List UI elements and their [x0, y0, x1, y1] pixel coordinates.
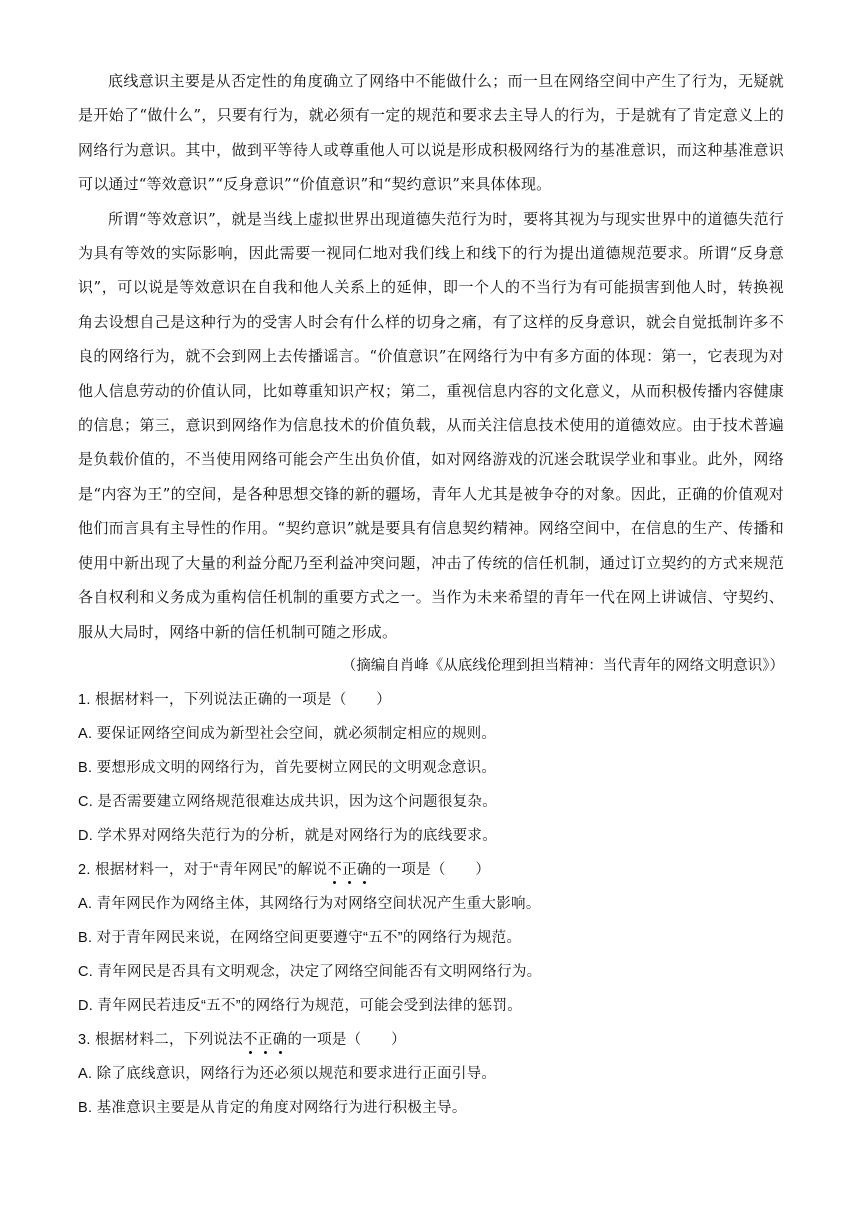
question-3 — [78, 1023, 784, 1125]
emphasis-char: 正 — [342, 861, 357, 878]
emphasized-word — [243, 1032, 287, 1048]
passage-source: （摘编自肖峰《从底线伦理到担当精神：当代青年的网络文明意识》） — [341, 657, 784, 674]
option-c[interactable]: C. 青年网民是否具有文明观念，决定了网络空间能否有文明网络行为。 — [78, 963, 542, 980]
emphasis-char: 不 — [243, 1031, 258, 1048]
stem-text: 的一项是（ ） — [371, 861, 491, 878]
question-1 — [78, 683, 784, 853]
question-stem — [78, 853, 784, 887]
stem-text: 1. 根据材料一，下列说法正确的一项是（ ） — [78, 691, 392, 708]
question-stem — [78, 1023, 784, 1057]
emphasis-char: 正 — [257, 1031, 273, 1048]
question-stem — [78, 683, 784, 717]
option-b[interactable]: B. 要想形成文明的网络行为，首先要树立网民的文明观念意识。 — [78, 759, 497, 776]
emphasis-char: 确 — [356, 861, 372, 878]
question-list — [78, 683, 784, 1125]
option-b[interactable]: B. 对于青年网民来说，在网络空间更要遵守“五不”的网络行为规范。 — [78, 929, 522, 946]
stem-text: 3. 根据材料二，下列说法 — [78, 1031, 244, 1048]
stem-text: 2. 根据材料一，对于“青年网民”的解说 — [78, 861, 328, 878]
passage-paragraph-2: 所谓“等效意识”，就是当线上虚拟世界出现道德失范行为时，要将其视为与现实世界中的道德失范行为具有等效的实际影响，因此需要一视同仁地对我们线上和线下的行为提出道德规范要求。所谓“反身意识”，可以说是等效意识在自我和他人关系上的延伸，即一个人的不当行为有可能损害到他人时，转换视角去设想自己是这种行为的受害人时会有什么样的切身之痛，有了这样的反身意识，就会自觉抵制许多不良的网络行为，就不会到网上去传播谣言。“价值意识”在网络行为中有多方面的体现：第一，它表现为对他人信息劳动的价值认同，比如尊重知识产权；第二，重视信息内容的文化意义，从而积极传播内容健康的信息；第三，意识到网络作为信息技术的价值负载，从而关注信息技术使用的道德效应。由于技术普遍是负载价值的，不当使用网络可能会产生出负价值，如对网络游戏的沉迷会耽误学业和事业。此外，网络是“内容为王”的空间，是各种思想交锋的新的疆场，青年人尤其是被争夺的对象。因此，正确的价值观对他们而言具有主导性的作用。“契约意识”就是要具有信息契约精神。网络空间中，在信息的生产、传播和使用中新出现了大量的利益分配乃至利益冲突问题，冲击了传统的信任机制，通过订立契约的方式来规范各自权利和义务成为重构信任机制的重要方式之一。当作为未来希望的青年一代在网上讲诚信、守契约、服从大局时，网络中新的信任机制可随之形成。 — [78, 209, 784, 641]
reading-passage — [78, 64, 784, 683]
emphasis-char: 不 — [327, 861, 343, 878]
question-2 — [78, 853, 784, 1023]
option-a[interactable]: A. 要保证网络空间成为新型社会空间，就必须制定相应的规则。 — [78, 725, 497, 742]
passage-paragraph-1: 底线意识主要是从否定性的角度确立了网络中不能做什么；而一旦在网络空间中产生了行为，无疑就是开始了“做什么”，只要有行为，就必须有一定的规范和要求去主导人的行为，于是就有了肯定意义上的网络行为意识。其中，做到平等待人或尊重他人可以说是形成积极网络行为的基准意识，而这种基准意识可以通过“等效意识”“反身意识”“价值意识”和“契约意识”来具体体现。 — [78, 72, 784, 194]
stem-text: 的一项是（ ） — [287, 1031, 406, 1048]
option-a[interactable]: A. 青年网民作为网络主体，其网络行为对网络空间状况产生重大影响。 — [78, 895, 541, 912]
option-d[interactable]: D. 青年网民若违反“五不”的网络行为规范，可能会受到法律的惩罚。 — [78, 997, 523, 1014]
option-d[interactable]: D. 学术界对网络失范行为的分析，就是对网络行为的底线要求。 — [78, 827, 498, 844]
exam-page — [78, 64, 784, 1125]
option-b[interactable]: B. 基准意识主要是从肯定的角度对网络行为进行积极主导。 — [78, 1099, 467, 1116]
option-a[interactable]: A. 除了底线意识，网络行为还必须以规范和要求进行正面引导。 — [78, 1065, 497, 1082]
emphasized-word — [327, 862, 371, 878]
option-c[interactable]: C. 是否需要建立网络规范很难达成共识，因为这个问题很复杂。 — [78, 793, 498, 810]
emphasis-char: 确 — [272, 1031, 288, 1048]
